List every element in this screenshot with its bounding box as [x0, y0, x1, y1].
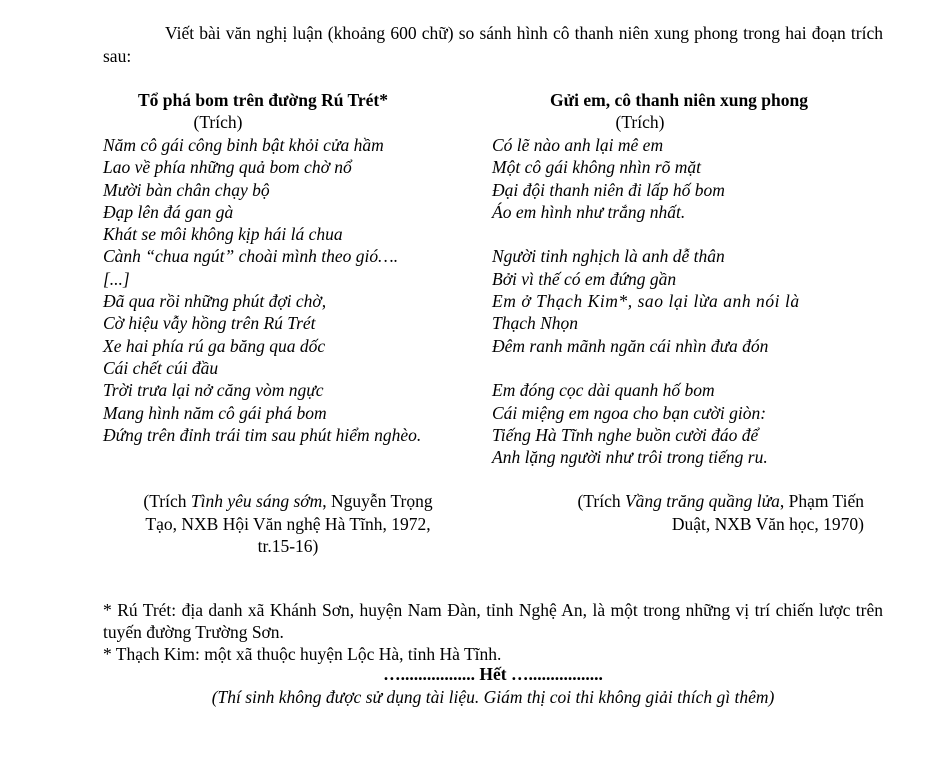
poem-line: Cành “chua ngút” choài mình theo gió…. — [103, 246, 399, 267]
left-poem-body — [103, 134, 421, 446]
poem-line: Người tinh nghịch là anh dễ thân — [492, 246, 725, 267]
source-prefix: (Trích — [577, 491, 625, 511]
stanza-gap — [492, 223, 864, 245]
left-poem-subtitle: (Trích) — [193, 112, 243, 132]
poem-line: Tiếng Hà Tĩnh nghe buồn cười đáo để — [492, 424, 759, 445]
poem-line: Bởi vì thế có em đứng gần — [492, 268, 677, 289]
poem-line: Anh lặng người như trôi trong tiếng ru. — [492, 447, 768, 468]
right-poem-body — [492, 134, 864, 468]
poem-line: Cái chết cúi đầu — [103, 357, 219, 378]
poem-line: [...] — [103, 268, 130, 289]
poem-line: Áo em hình như trắng nhất. — [492, 201, 686, 222]
poem-line: Mang hình năm cô gái phá bom — [103, 402, 327, 423]
poem-line: Xe hai phía rú ga băng qua dốc — [103, 335, 326, 356]
poem-line: Em đóng cọc dài quanh hố bom — [492, 380, 715, 401]
poem-line: Đêm ranh mãnh ngăn cái nhìn đưa đón — [492, 335, 769, 356]
right-poem-title: Gửi em, cô thanh niên xung phong — [550, 90, 808, 110]
source-publisher: Duật, NXB Văn học, 1970) — [671, 513, 864, 534]
source-publisher: Tạo, NXB Hội Văn nghệ Hà Tĩnh, 1972, — [145, 513, 431, 534]
source-work-title: Tình yêu sáng sớm — [190, 491, 323, 511]
poem-line: Năm cô gái công binh bật khỏi cửa hầm — [103, 135, 384, 155]
source-author: , Nguyễn Trọng — [322, 491, 433, 511]
poem-line: Trời trưa lại nở căng vòm ngực — [103, 380, 324, 401]
footnote-ru-tret: * Rú Trét: địa danh xã Khánh Sơn, huyện Nam Đàn, tỉnh Nghệ An, là một trong những vị trí chiến lược trên tuyến đường Trường Sơn. — [103, 600, 883, 642]
poem-line: Một cô gái không nhìn rõ mặt — [492, 157, 702, 178]
right-source — [480, 490, 864, 535]
right-poem-subtitle: (Trích) — [615, 112, 665, 132]
poem-line: Cờ hiệu vẫy hồng trên Rú Trét — [103, 313, 316, 334]
source-work-title: Vầng trăng quầng lửa — [624, 491, 780, 511]
poem-line: Đứng trên đỉnh trái tim sau phút hiểm nghèo. — [103, 424, 422, 445]
left-poem-title: Tổ phá bom trên đường Rú Trét* — [138, 90, 388, 110]
poem-line: Thạch Nhọn — [492, 313, 579, 334]
exam-instruction: (Thí sinh không được sử dụng tài liệu. Giám thị coi thi không giải thích gì thêm) — [211, 687, 775, 707]
task-prompt: Viết bài văn nghị luận (khoảng 600 chữ) so sánh hình cô thanh niên xung phong trong hai đoạn trích sau: — [103, 23, 883, 66]
poem-line: Có lẽ nào anh lại mê em — [492, 135, 664, 155]
poem-line: Mười bàn chân chạy bộ — [103, 179, 270, 200]
poem-line: Cái miệng em ngoa cho bạn cười giòn: — [492, 402, 767, 423]
source-author: , Phạm Tiến — [779, 491, 864, 511]
footnote-thach-kim: * Thạch Kim: một xã thuộc huyện Lộc Hà, tỉnh Hà Tĩnh. — [103, 644, 502, 664]
left-source — [103, 490, 473, 558]
source-pages: tr.15-16) — [257, 536, 319, 556]
poem-line: Lao về phía những quả bom chờ nổ — [103, 157, 352, 178]
poem-line: Đã qua rồi những phút đợi chờ, — [103, 291, 327, 312]
end-mark: …................. Hết …................. — [383, 664, 603, 684]
poem-line: Em ở Thạch Kim*, sao lại lừa anh nói là — [492, 291, 800, 312]
poem-line: Đại đội thanh niên đi lấp hố bom — [492, 179, 725, 200]
poem-line: Khát se môi không kịp hái lá chua — [103, 224, 343, 245]
source-prefix: (Trích — [143, 491, 191, 511]
poem-line: Đạp lên đá gan gà — [103, 201, 234, 222]
stanza-gap — [492, 357, 864, 379]
